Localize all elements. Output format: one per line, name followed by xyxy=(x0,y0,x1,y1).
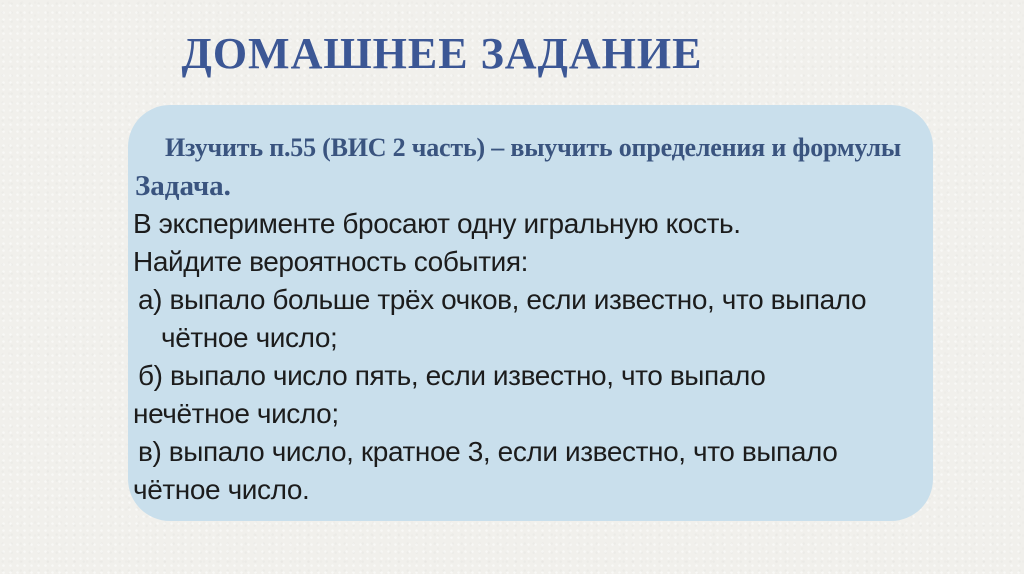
task-item-v-continuation: чётное число. xyxy=(133,474,310,505)
task-sentence-experiment: В эксперименте бросают одну игральную кость. xyxy=(133,208,741,239)
task-item-v: в) выпало число, кратное 3, если известно, что выпало xyxy=(138,436,838,467)
task-item-a-continuation: чётное число; xyxy=(161,322,338,353)
task-item-a: а) выпало больше трёх очков, если известно, что выпало xyxy=(138,284,867,315)
task-sentence-find-probability: Найдите вероятность события: xyxy=(133,246,529,277)
slide-title: ДОМАШНЕЕ ЗАДАНИЕ xyxy=(181,29,703,78)
task-label: Задача. xyxy=(135,170,231,202)
card-header-line: Изучить п.55 (ВИС 2 часть) – выучить определения и формулы xyxy=(165,133,902,162)
task-item-b-continuation: нечётное число; xyxy=(133,398,339,429)
homework-card xyxy=(128,105,933,521)
task-item-b: б) выпало число пять, если известно, что выпало xyxy=(138,360,766,391)
